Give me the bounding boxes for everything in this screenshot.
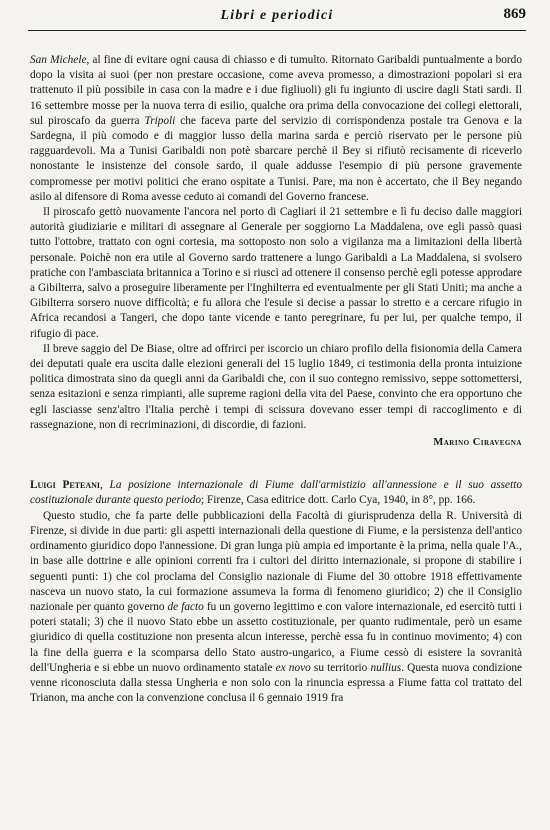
page-number: 869	[503, 6, 526, 22]
book-author: Luigi Peteani	[30, 479, 101, 492]
book-publication: ; Firenze, Casa editrice dott. Carlo Cya, 1940, in 8°, pp. 166.	[201, 494, 476, 507]
review2-text-2: fu un governo legittimo e con valore internazionale, ed esercitò tutti i poteri statali; 3) che il nuovo Stato ebbe un assetto costituzionale, per quanto rudimentale, però un esame giuridico di quella costituzione non presenta alcun interesse, perchè essa fu in continuo movimento; 4) con la fine della guerra e la scomparsa dello Stato austro-ungarico, a Fiume cessò di esistere la sovranità dell'Ungheria e si ebbe un nuovo ordinamento statale	[30, 600, 523, 674]
place-name: San Michele	[30, 54, 87, 66]
book-title: La posizione internazionale di Fiume dall'armistizio all'annessione e il suo assetto costituzionale durante questo periodo	[30, 479, 522, 507]
term-ex-novo: ex novo	[275, 661, 311, 674]
ship-name: Tripoli	[144, 114, 176, 127]
review2-text-1: Questo studio, che fa parte delle pubblicazioni della Facoltà di giurisprudenza della R. Università di Firenze, si divide in due parti: gli aspetti internazionali della questione di Fiume, e la persistenza dell'antico ordinamento giuridico dopo l'annessione. Di gran lunga più ampia ed importante è la prima, nella quale l'A., in base alle dottrine e alle opinioni correnti fra i cultori del diritto internazionale, si propone di stabilire i seguenti punti: 1) che col proclama del Consiglio nazionale di Fiume del 30 ottobre 1918 effettivamente nasceva un nuovo stato, la cui formazione assumeva la forma di fenomeno giuridico; 2) che il Consiglio nazionale per quanto governo	[30, 509, 522, 613]
review2-paragraph-1	[30, 509, 522, 707]
review-peteani	[30, 478, 522, 706]
review1-paragraph-3: Il breve saggio del De Biase, oltre ad offrirci per iscorcio un chiaro profilo della fisionomia della Camera dei deputati quale era uscita dalle elezioni generali del 15 luglio 1849, ci testimonia della pronta intuizione politica dimostrata sino da quegli anni da Garibaldi che, con il suo contegno remissivo, seppe sottomettersi, senza esitazioni e senza rimpianti, alle supreme ragioni della vita del Paese, convinto che era opportuno che egli lasciasse senz'altro l'Italia perchè i tempi di scissura dovevano esser tempi di raccoglimento e di rassegnazione, non di recriminazioni, di discordie, di fazioni.	[30, 342, 522, 431]
review1-paragraph-2: Il piroscafo gettò nuovamente l'ancora nel porto di Cagliari il 21 settembre e lì fu deciso dalle maggiori autorità giudiziarie e militari di assegnare al Generale per soggiorno La Maddalena, ove egli passò quasi tutto l'ottobre, trattato con ogni cortesia, ma sottoposto non solo a vigilanza ma a limitazioni della libertà personale. Poichè non era utile al Governo sardo trattenere a lungo Garibaldi a La Maddalena, si svolsero pratiche con l'ambasciata britannica a Torino e si riuscì ad ottenere il consenso perchè egli potesse approdare a Gibilterra, salvo a proseguire liberamente per l'Inghilterra ed eventualmente per gli Stati Uniti; ma anche a Gibilterra sorsero nuove difficoltà; e fu allora che l'esule si decise a passar lo stretto e a cercare rifugio in Africa recandosi a Tangeri, che dopo tante vicende e tanto peregrinare, fu per lui, per qualche tempo, il rifugio di pace.	[30, 206, 522, 340]
review2-text-3: su territorio	[310, 661, 371, 674]
term-nullius: nullius	[370, 661, 402, 674]
running-header	[28, 0, 526, 31]
review1-paragraph-1-text: , al fine di evitare ogni causa di chiasso e di tumulto. Ritornato Garibaldi puntualmente a bordo dopo la visita ai suoi (per non prestare occasione, come aveva promesso, a dimostrazioni popolari si era trattenuto il più possibile in casa con la madre e i due figliuoli) gli fu ingiunto di uscire dagli Stati sardi. Il 16 settembre mosse per la nuova terra di esilio, qualche ora prima della convocazione dei collegi elettorali, sul piroscafo da guerra	[30, 54, 522, 127]
review-ciravegna	[30, 53, 522, 450]
book-citation: Luigi Peteani, La posizione internazionale di Fiume dall'armistizio all'annessione e il suo assetto costituzionale durante questo periodo; Firenze, Casa editrice dott. Carlo Cya, 1940, in 8°, pp. 166.	[30, 479, 522, 507]
term-de-facto: de facto	[167, 600, 204, 613]
review1-paragraph-1	[30, 53, 522, 205]
running-title: Libri e periodici	[220, 8, 334, 23]
review1-paragraph-1-end: che faceva parte del servizio di corrispondenza postale tra Genova e la Sardegna, il più comodo e di maggior lusso della marina sarda e perciò riservato per le persone più ragguardevoli. Ma a Tunisi Garibaldi non potè sbarcare perchè il Bey si rifiutò recisamente di riceverlo nonostante le insistenze del console sardo, il quale addusse l'esempio di più persone gravemente compromesse per motivi politici che erano ospitate a Tunisi. Pare, ma non è accertato, che il Bey negando asilo al difensore di Roma avesse ceduto ai comandi del Governo francese.	[30, 114, 522, 203]
review2-text-4: . Questa nuova condizione venne riconosciuta dalla stessa Ungheria e non solo con la rinuncia espressa a Fiume fatta col trattato del Trianon, ma anche con la convenzione conclusa il 6 gennaio 1919 fra	[30, 661, 523, 705]
reviewer-signature: Marino Ciravegna	[433, 437, 522, 449]
